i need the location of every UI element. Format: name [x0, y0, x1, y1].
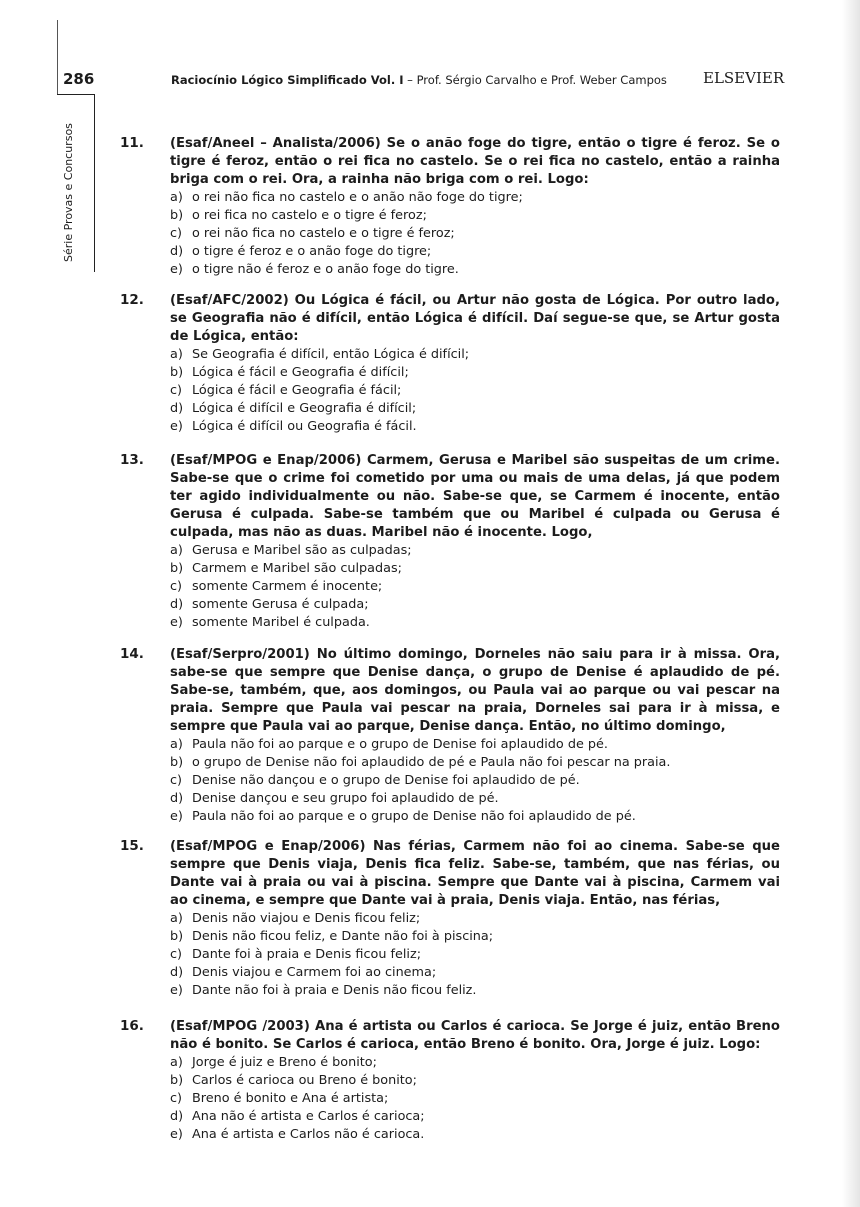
option-letter: c) [170, 773, 183, 788]
option-letter: d) [170, 401, 184, 416]
option-letter: c) [170, 947, 183, 962]
option-letter: d) [170, 791, 184, 806]
question-stem: (Esaf/Serpro/2001) No último domingo, Dorneles não saiu para ir à missa. Ora, sabe-se que sempre que Denise dança, o grupo de Denise é aplaudido de pé. Sabe-se, também, que, aos domingos, ou Paula vai ao parque ou vai pescar na praia. Sempre que Paula vai pescar na praia, Dorneles sai para ir à missa, e sempre que Paula vai ao parque, Denise dança. Então, no último domingo, [170, 647, 780, 734]
option-d [170, 243, 780, 261]
book-title: Raciocínio Lógico Simplificado Vol. I [171, 73, 404, 87]
option-d [170, 400, 780, 418]
option-letter: a) [170, 911, 183, 926]
option-text: Dante foi à praia e Denis ficou feliz; [192, 947, 422, 962]
option-text: Paula não foi ao parque e o grupo de Denise foi aplaudido de pé. [192, 737, 608, 752]
option-e [170, 808, 780, 826]
option-c [170, 946, 780, 964]
option-letter: b) [170, 1073, 184, 1088]
option-text: Ana é artista e Carlos não é carioca. [192, 1127, 425, 1142]
option-letter: b) [170, 755, 184, 770]
option-c [170, 1090, 780, 1108]
option-text: Lógica é fácil e Geografia é difícil; [192, 365, 409, 380]
option-a [170, 189, 780, 207]
option-text: o tigre é feroz e o anão foge do tigre; [192, 244, 432, 259]
question-12 [120, 292, 780, 436]
option-letter: c) [170, 579, 183, 594]
option-text: Carmem e Maribel são culpadas; [192, 561, 402, 576]
option-letter: e) [170, 809, 183, 824]
option-text: Breno é bonito e Ana é artista; [192, 1091, 389, 1106]
option-text: somente Gerusa é culpada; [192, 597, 369, 612]
option-e [170, 261, 780, 279]
option-letter: c) [170, 226, 183, 241]
option-text: Denis não viajou e Denis ficou feliz; [192, 911, 421, 926]
option-text: Se Geografia é difícil, então Lógica é difícil; [192, 347, 470, 362]
option-text: Denise não dançou e o grupo de Denise foi aplaudido de pé. [192, 773, 580, 788]
option-letter: e) [170, 419, 183, 434]
question-number: 15. [120, 838, 144, 854]
option-letter: a) [170, 347, 183, 362]
option-text: o rei não fica no castelo e o tigre é feroz; [192, 226, 455, 241]
option-d [170, 790, 780, 808]
question-number: 11. [120, 135, 144, 151]
book-authors: – Prof. Sérgio Carvalho e Prof. Weber Campos [403, 73, 667, 87]
series-label: Série Provas e Concursos [62, 123, 75, 262]
option-letter: a) [170, 1055, 183, 1070]
option-text: Dante não foi à praia e Denis não ficou feliz. [192, 983, 477, 998]
option-letter: d) [170, 1109, 184, 1124]
option-text: Jorge é juiz e Breno é bonito; [192, 1055, 377, 1070]
option-text: Gerusa e Maribel são as culpadas; [192, 543, 412, 558]
option-text: o tigre não é feroz e o anão foge do tigre. [192, 262, 459, 277]
option-text: Carlos é carioca ou Breno é bonito; [192, 1073, 417, 1088]
option-e [170, 418, 780, 436]
option-text: o rei não fica no castelo e o anão não foge do tigre; [192, 190, 523, 205]
option-b [170, 754, 780, 772]
question-13 [120, 452, 780, 632]
option-letter: e) [170, 983, 183, 998]
option-letter: d) [170, 244, 184, 259]
question-14 [120, 646, 780, 826]
option-b [170, 207, 780, 225]
question-number: 14. [120, 646, 144, 662]
option-text: Denise dançou e seu grupo foi aplaudido de pé. [192, 791, 499, 806]
question-stem: (Esaf/MPOG /2003) Ana é artista ou Carlos é carioca. Se Jorge é juiz, então Breno não é bonito. Se Carlos é carioca, então Breno é bonito. Ora, Jorge é juiz. Logo: [170, 1019, 780, 1052]
option-e [170, 982, 780, 1000]
option-e [170, 614, 780, 632]
option-letter: e) [170, 1127, 183, 1142]
option-c [170, 578, 780, 596]
option-letter: d) [170, 597, 184, 612]
option-letter: a) [170, 543, 183, 558]
option-text: o rei fica no castelo e o tigre é feroz; [192, 208, 427, 223]
option-text: Paula não foi ao parque e o grupo de Denise não foi aplaudido de pé. [192, 809, 636, 824]
scan-edge-shadow [842, 0, 860, 1207]
option-text: Lógica é difícil e Geografia é difícil; [192, 401, 417, 416]
option-c [170, 772, 780, 790]
question-11 [120, 135, 780, 279]
option-letter: b) [170, 929, 184, 944]
side-rule [94, 94, 95, 272]
option-letter: e) [170, 262, 183, 277]
option-d [170, 964, 780, 982]
question-stem: (Esaf/AFC/2002) Ou Lógica é fácil, ou Artur não gosta de Lógica. Por outro lado, se Geografia não é difícil, então Lógica é difícil. Daí segue-se que, se Artur gosta de Lógica, então: [170, 293, 780, 344]
option-letter: b) [170, 208, 184, 223]
option-letter: a) [170, 190, 183, 205]
option-c [170, 225, 780, 243]
question-number: 16. [120, 1018, 144, 1034]
option-letter: e) [170, 615, 183, 630]
option-text: somente Maribel é culpada. [192, 615, 370, 630]
option-b [170, 928, 780, 946]
option-b [170, 364, 780, 382]
option-letter: c) [170, 1091, 183, 1106]
option-a [170, 910, 780, 928]
option-letter: d) [170, 965, 184, 980]
page-edge-line [57, 20, 58, 94]
option-e [170, 1126, 780, 1144]
question-number: 13. [120, 452, 144, 468]
publisher-name: ELSEVIER [703, 69, 785, 87]
question-15 [120, 838, 780, 1000]
option-text: Ana não é artista e Carlos é carioca; [192, 1109, 425, 1124]
option-letter: a) [170, 737, 183, 752]
question-16 [120, 1018, 780, 1144]
option-text: o grupo de Denise não foi aplaudido de pé e Paula não foi pescar na praia. [192, 755, 671, 770]
option-c [170, 382, 780, 400]
side-rule-top [57, 94, 95, 95]
option-a [170, 1054, 780, 1072]
option-letter: b) [170, 365, 184, 380]
option-b [170, 560, 780, 578]
question-number: 12. [120, 292, 144, 308]
option-text: Lógica é fácil e Geografia é fácil; [192, 383, 402, 398]
option-a [170, 346, 780, 364]
option-text: Denis viajou e Carmem foi ao cinema; [192, 965, 437, 980]
option-letter: b) [170, 561, 184, 576]
option-a [170, 542, 780, 560]
option-text: Denis não ficou feliz, e Dante não foi à piscina; [192, 929, 494, 944]
running-header [171, 73, 667, 87]
option-letter: c) [170, 383, 183, 398]
option-d [170, 1108, 780, 1126]
option-d [170, 596, 780, 614]
question-stem: (Esaf/MPOG e Enap/2006) Nas férias, Carmem não foi ao cinema. Sabe-se que sempre que Denis viaja, Denis fica feliz. Sabe-se, também, que nas férias, ou Dante vai à praia ou vai à piscina. Sempre que Dante vai à piscina, Carmem vai ao cinema, e sempre que Dante vai à praia, Denis viaja. Então, nas férias, [170, 839, 780, 908]
option-text: Lógica é difícil ou Geografia é fácil. [192, 419, 417, 434]
page-number: 286 [63, 70, 95, 88]
option-a [170, 736, 780, 754]
option-b [170, 1072, 780, 1090]
question-stem: (Esaf/Aneel – Analista/2006) Se o anão foge do tigre, então o tigre é feroz. Se o tigre é feroz, então o rei fica no castelo. Se o rei fica no castelo, então a rainha briga com o rei. Ora, a rainha não briga com o rei. Logo: [170, 136, 780, 187]
question-stem: (Esaf/MPOG e Enap/2006) Carmem, Gerusa e Maribel são suspeitas de um crime. Sabe-se que o crime foi cometido por uma ou mais de uma delas, já que podem ter agido individualmente ou não. Sabe-se que, se Carmem é inocente, então Gerusa é culpada. Sabe-se também que ou Maribel é culpada ou Gerusa é culpada, mas não as duas. Maribel não é inocente. Logo, [170, 453, 780, 540]
option-text: somente Carmem é inocente; [192, 579, 383, 594]
